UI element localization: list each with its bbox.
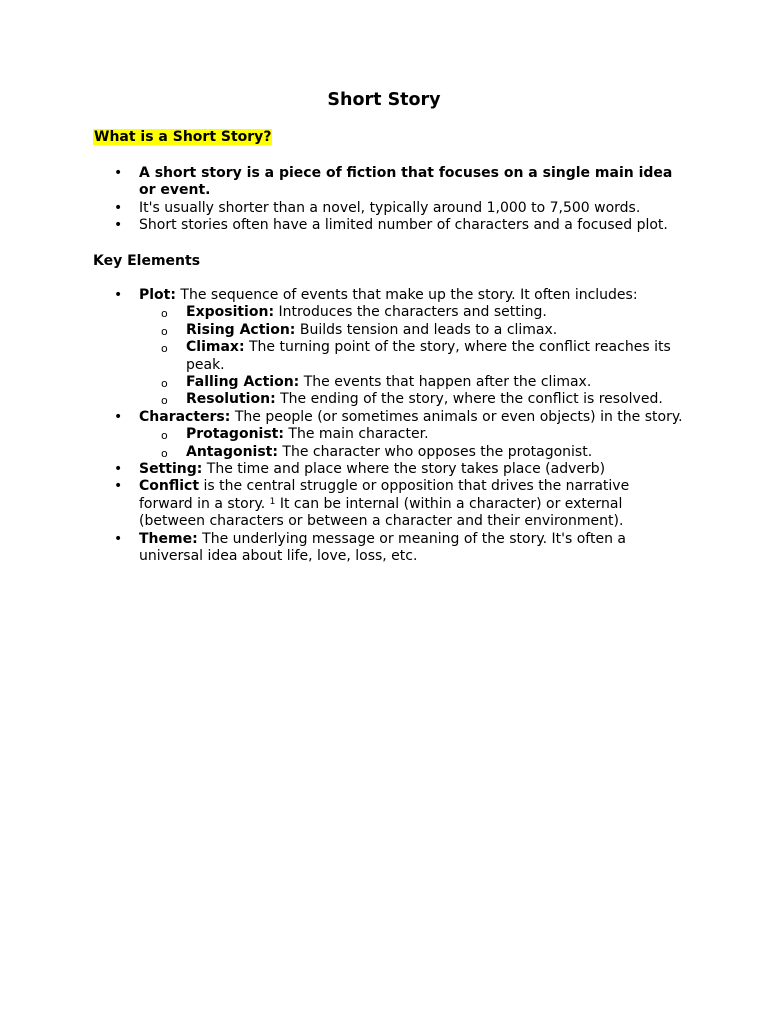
circle-bullet-icon: o <box>161 307 168 321</box>
circle-bullet-icon: o <box>161 324 168 338</box>
sublist-item-climax <box>139 339 683 374</box>
circle-bullet-icon: o <box>161 429 168 443</box>
circle-bullet-icon: o <box>161 377 168 391</box>
description: The sequence of events that make up the story. It often includes: <box>175 287 638 303</box>
term: Protagonist: <box>186 426 284 443</box>
bullet-icon: • <box>114 478 123 495</box>
definition-text: A short story is a piece of fiction that focuses on a single main idea or event. <box>139 165 673 199</box>
list-item-conflict <box>93 478 683 530</box>
description: is the central struggle or opposition that drives the narrative forward in a story. <box>139 478 630 512</box>
sublist-item-antagonist <box>139 444 683 461</box>
description: The people (or sometimes animals or even objects) in the story. <box>230 408 683 425</box>
description-continued: It can be internal (within a character) or external (between characters or between a character and their environment). <box>139 495 624 530</box>
description: The events that happen after the climax. <box>299 374 592 391</box>
description: The time and place where the story takes place (adverb) <box>202 461 606 478</box>
term: Exposition: <box>186 304 275 321</box>
term: Characters: <box>139 408 231 425</box>
bullet-icon: • <box>114 199 123 216</box>
section-heading-key-elements: Key Elements <box>93 253 201 269</box>
term: Theme: <box>139 530 198 547</box>
bullet-icon: • <box>114 408 123 425</box>
footnote-marker[interactable]: 1 <box>269 496 276 507</box>
definition-list <box>93 165 683 235</box>
description: Builds tension and leads to a climax. <box>295 321 558 338</box>
length-text: It's usually shorter than a novel, typically around 1,000 to 7,500 words. <box>139 199 641 216</box>
bullet-icon: • <box>114 287 123 303</box>
description: The ending of the story, where the conflict is resolved. <box>275 391 663 408</box>
description: The character who opposes the protagonist. <box>277 443 593 460</box>
term: Falling Action: <box>186 374 300 391</box>
document-title: Short Story <box>327 90 441 110</box>
circle-bullet-icon: o <box>161 394 168 408</box>
characters-plot-text: Short stories often have a limited number of characters and a focused plot. <box>139 217 668 234</box>
bullet-icon: • <box>114 461 123 478</box>
term: Rising Action: <box>186 321 296 338</box>
key-elements-list <box>93 287 683 566</box>
list-item <box>93 165 683 200</box>
term: Resolution: <box>186 391 276 408</box>
description: The main character. <box>283 426 429 443</box>
list-item-theme <box>93 531 683 566</box>
sublist-item-resolution <box>139 391 683 408</box>
list-item-plot <box>93 287 683 409</box>
sublist-item-falling-action <box>139 374 683 391</box>
bullet-icon: • <box>114 165 123 181</box>
characters-sublist <box>139 426 683 461</box>
sublist-item-protagonist <box>139 426 683 443</box>
term: Climax: <box>186 339 245 356</box>
list-item <box>93 200 683 217</box>
term: Setting: <box>139 461 203 478</box>
description: Introduces the characters and setting. <box>274 304 547 321</box>
description: The underlying message or meaning of the story. It's often a universal idea about life, love, loss, etc. <box>139 530 626 565</box>
bullet-icon: • <box>114 217 123 234</box>
plot-sublist <box>139 304 683 408</box>
circle-bullet-icon: o <box>161 342 168 356</box>
sublist-item-exposition <box>139 304 683 321</box>
list-item-setting <box>93 461 683 478</box>
highlighted-heading-text: What is a Short Story? <box>94 129 272 145</box>
list-item-characters <box>93 409 683 461</box>
term: Plot: <box>139 287 176 303</box>
sublist-item-rising-action <box>139 322 683 339</box>
description: The turning point of the story, where the conflict reaches its peak. <box>186 339 671 373</box>
term: Antagonist: <box>186 443 278 460</box>
bullet-icon: • <box>114 530 123 547</box>
term: Conflict <box>139 478 200 495</box>
section-heading-what-is <box>93 128 272 146</box>
list-item <box>93 217 683 234</box>
circle-bullet-icon: o <box>161 446 168 460</box>
